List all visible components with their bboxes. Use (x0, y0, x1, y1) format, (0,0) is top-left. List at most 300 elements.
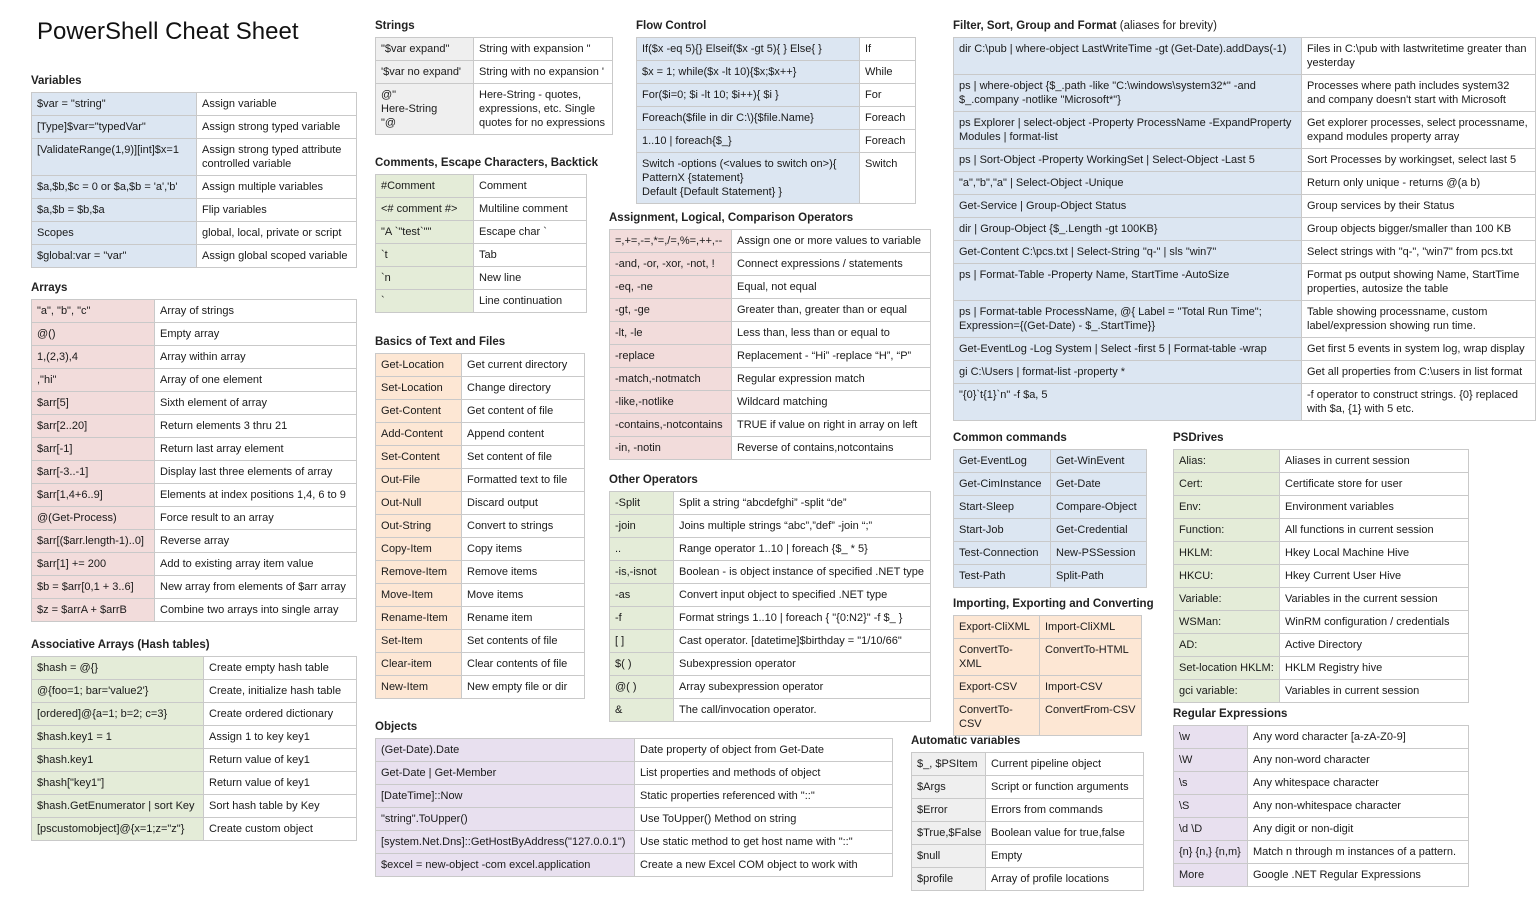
table-row (610, 630, 931, 653)
table-row (376, 267, 587, 290)
section-title: Associative Arrays (Hash tables) (31, 639, 210, 651)
command-cell: Test-Path (954, 565, 1051, 588)
section-objects (375, 721, 893, 877)
section-importing-exporting (953, 598, 1154, 736)
table-row (1174, 588, 1469, 611)
table-row (32, 507, 357, 530)
description-cell: Array within array (155, 346, 357, 369)
table-row (32, 484, 357, 507)
description-cell: WinRM configuration / credentials (1280, 611, 1469, 634)
description-cell: Group services by their Status (1302, 195, 1536, 218)
section-title: Automatic variables (911, 735, 1021, 747)
description-cell: Wildcard matching (732, 391, 931, 414)
table-row (32, 818, 357, 841)
description-cell: Range operator 1..10 | foreach {$_ * 5} (674, 538, 931, 561)
section-title: Flow Control (636, 20, 707, 32)
description-cell: Elements at index positions 1,4, 6 to 9 (155, 484, 357, 507)
table-row (376, 785, 893, 808)
table-row (610, 299, 931, 322)
description-cell: Array of profile locations (986, 868, 1144, 891)
description-cell: Return last array element (155, 438, 357, 461)
command-cell: Move-Item (376, 584, 462, 607)
table-row (954, 699, 1142, 736)
table-row (610, 368, 931, 391)
page-title: PowerShell Cheat Sheet (37, 18, 299, 45)
description-cell: Assign global scoped variable (197, 245, 357, 268)
table-row (610, 699, 931, 722)
table-row (1174, 565, 1469, 588)
table-row (32, 703, 357, 726)
table-row (1174, 657, 1469, 680)
table-row (1174, 772, 1469, 795)
description-cell: Any word character [a-zA-Z0-9] (1248, 726, 1469, 749)
table-row (610, 322, 931, 345)
command-cell: @(Get-Process) (32, 507, 155, 530)
section-title: Variables (31, 75, 82, 87)
command-cell: $Args (912, 776, 986, 799)
command-cell: <# comment #> (376, 198, 474, 221)
description-cell: If (860, 38, 916, 61)
section-title: Other Operators (609, 474, 698, 486)
table-row (610, 515, 931, 538)
command-cell: -eq, -ne (610, 276, 732, 299)
command-cell: "string".ToUpper() (376, 808, 635, 831)
description-cell: String with expansion " (474, 38, 613, 61)
command-cell: $global:var = "var" (32, 245, 197, 268)
table-row (376, 377, 585, 400)
command-cell: $arr[($arr.length-1)..0] (32, 530, 155, 553)
table-row (610, 561, 931, 584)
description-cell: Format strings 1..10 | foreach { "{0:N2}" -f $_ } (674, 607, 931, 630)
table-row (912, 753, 1144, 776)
command-cell: $hash.key1 = 1 (32, 726, 204, 749)
command-cell: $hash.GetEnumerator | sort Key (32, 795, 204, 818)
table-row (32, 599, 357, 622)
command-cell: "a","b","a" | Select-Object -Unique (954, 172, 1302, 195)
command-cell: \S (1174, 795, 1248, 818)
table-row (610, 230, 931, 253)
command-cell: Cert: (1174, 473, 1280, 496)
table-row (376, 831, 893, 854)
description-cell: Switch (860, 153, 916, 204)
command-cell: $_, $PSItem (912, 753, 986, 776)
description-cell: Aliases in current session (1280, 450, 1469, 473)
command-cell: $a,$b = $b,$a (32, 199, 197, 222)
table-row (1174, 841, 1469, 864)
description-cell: Return only unique - returns @(a b) (1302, 172, 1536, 195)
table-row (376, 739, 893, 762)
table-row (637, 61, 916, 84)
table-row (912, 776, 1144, 799)
description-cell: Greater than, greater than or equal (732, 299, 931, 322)
description-cell: Comment (474, 175, 587, 198)
description-cell: Assign variable (197, 93, 357, 116)
command-cell: ,"hi" (32, 369, 155, 392)
table-row (376, 630, 585, 653)
description-cell: -f operator to construct strings. {0} replaced with $a, {1} with 5 etc. (1302, 384, 1536, 421)
command-cell: Set-Item (376, 630, 462, 653)
command-cell: Export-CliXML (954, 616, 1040, 639)
table-row (954, 450, 1147, 473)
description-cell: Split a string “abcdefghi” -split “de” (674, 492, 931, 515)
command-cell: $a,$b,$c = 0 or $a,$b = 'a','b' (32, 176, 197, 199)
table-row (1174, 680, 1469, 703)
description-cell: Array of one element (155, 369, 357, 392)
description-cell: Set content of file (462, 446, 585, 469)
command-cell: ps | Format-Table -Property Name, StartTime -AutoSize (954, 264, 1302, 301)
description-cell: Move items (462, 584, 585, 607)
command-cell: [system.Net.Dns]::GetHostByAddress("127.0.0.1") (376, 831, 635, 854)
table-row (610, 345, 931, 368)
table-row (1174, 611, 1469, 634)
command-cell: Set-Content (376, 446, 462, 469)
description-cell: Errors from commands (986, 799, 1144, 822)
command-cell: Function: (1174, 519, 1280, 542)
command-cell: $Error (912, 799, 986, 822)
section-title-text: Filter, Sort, Group and Format (953, 20, 1117, 32)
description-cell: Import-CliXML (1040, 616, 1142, 639)
command-cell: $arr[-3..-1] (32, 461, 155, 484)
command-cell: -and, -or, -xor, -not, ! (610, 253, 732, 276)
table-row (376, 446, 585, 469)
command-cell: Out-Null (376, 492, 462, 515)
table-row (32, 415, 357, 438)
table-row (610, 492, 931, 515)
command-cell: gi C:\Users | format-list -property * (954, 361, 1302, 384)
table-row (954, 195, 1536, 218)
section-filter-sort-group-format (953, 20, 1536, 421)
command-cell: -as (610, 584, 674, 607)
table-row (637, 38, 916, 61)
description-cell: Change directory (462, 377, 585, 400)
description-cell: Tab (474, 244, 587, 267)
table-row (637, 84, 916, 107)
description-cell: Assign one or more values to variable (732, 230, 931, 253)
description-cell: Get current directory (462, 354, 585, 377)
description-cell: Certificate store for user (1280, 473, 1469, 496)
description-cell: ConvertTo-HTML (1040, 639, 1142, 676)
table-row (610, 538, 931, 561)
command-cell: ps | Format-table ProcessName, @{ Label = "Total Run Time"; Expression={(Get-Date) - $_.StartTime}} (954, 301, 1302, 338)
command-cell: dir | Group-Object {$_.Length -gt 100KB} (954, 218, 1302, 241)
section-regular-expressions (1173, 708, 1469, 887)
command-cell: [ ] (610, 630, 674, 653)
description-cell: HKLM Registry hive (1280, 657, 1469, 680)
description-cell: Foreach (860, 107, 916, 130)
command-cell: @( ) (610, 676, 674, 699)
command-cell: Start-Job (954, 519, 1051, 542)
command-cell: Get-EventLog (954, 450, 1051, 473)
table-row (32, 553, 357, 576)
command-cell: Scopes (32, 222, 197, 245)
section-strings (375, 20, 613, 135)
table-row (954, 565, 1147, 588)
section-title: Importing, Exporting and Converting (953, 598, 1154, 610)
command-cell: Test-Connection (954, 542, 1051, 565)
command-cell: ps | Sort-Object -Property WorkingSet | Select-Object -Last 5 (954, 149, 1302, 172)
command-cell: [ordered]@{a=1; b=2; c=3} (32, 703, 204, 726)
description-cell: Get-WinEvent (1051, 450, 1147, 473)
table-row (610, 391, 931, 414)
command-cell: ` (376, 290, 474, 313)
table-row (1174, 496, 1469, 519)
command-cell: `t (376, 244, 474, 267)
command-cell: & (610, 699, 674, 722)
table-row (954, 172, 1536, 195)
command-cell: ConvertTo-CSV (954, 699, 1040, 736)
description-cell: Files in C:\pub with lastwritetime greater than yesterday (1302, 38, 1536, 75)
table-row (610, 584, 931, 607)
table-row (1174, 542, 1469, 565)
command-cell: (Get-Date).Date (376, 739, 635, 762)
section-title: Basics of Text and Files (375, 336, 506, 348)
description-cell: Rename item (462, 607, 585, 630)
section-common-commands (953, 432, 1147, 588)
command-cell: dir C:\pub | where-object LastWriteTime -gt (Get-Date).addDays(-1) (954, 38, 1302, 75)
command-cell: Add-Content (376, 423, 462, 446)
command-cell: [pscustomobject]@{x=1;z="z"} (32, 818, 204, 841)
table-row (610, 653, 931, 676)
command-cell: Out-String (376, 515, 462, 538)
command-cell: Get-CimInstance (954, 473, 1051, 496)
table-row (954, 639, 1142, 676)
table-row (1174, 726, 1469, 749)
description-cell: Sixth element of array (155, 392, 357, 415)
table-row (1174, 749, 1469, 772)
description-cell: Assign strong typed attribute controlled variable (197, 139, 357, 176)
description-cell: Return value of key1 (204, 772, 357, 795)
table-row (1174, 818, 1469, 841)
command-cell: ps | where-object {$_.path -like "C:\windows\system32*" -and $_.company -notlike "Microsoft*"} (954, 75, 1302, 112)
command-cell: Get-Content C:\pcs.txt | Select-String "q-" | sls "win7" (954, 241, 1302, 264)
table-row (954, 218, 1536, 241)
description-cell: Regular expression match (732, 368, 931, 391)
description-cell: Display last three elements of array (155, 461, 357, 484)
table-row (32, 680, 357, 703)
description-cell: All functions in current session (1280, 519, 1469, 542)
description-cell: Get content of file (462, 400, 585, 423)
table-row (1174, 519, 1469, 542)
table-row (1174, 864, 1469, 887)
command-cell: $arr[5] (32, 392, 155, 415)
command-cell: Set-Location (376, 377, 462, 400)
description-cell: Any non-whitespace character (1248, 795, 1469, 818)
description-cell: Empty array (155, 323, 357, 346)
command-cell: Out-File (376, 469, 462, 492)
command-cell: Export-CSV (954, 676, 1040, 699)
table-row (610, 276, 931, 299)
command-cell: @() (32, 323, 155, 346)
table-row (954, 38, 1536, 75)
description-cell: Split-Path (1051, 565, 1147, 588)
command-cell: '$var no expand' (376, 61, 474, 84)
description-cell: global, local, private or script (197, 222, 357, 245)
table-row (376, 538, 585, 561)
table-row (954, 264, 1536, 301)
command-cell: ps Explorer | select-object -Property ProcessName -ExpandProperty Modules | format-list (954, 112, 1302, 149)
table-row (954, 616, 1142, 639)
description-cell: Subexpression operator (674, 653, 931, 676)
description-cell: Cast operator. [datetime]$birthday = "1/10/66" (674, 630, 931, 653)
description-cell: New empty file or dir (462, 676, 585, 699)
description-cell: Get all properties from C:\users in list format (1302, 361, 1536, 384)
table-row (376, 221, 587, 244)
description-cell: Active Directory (1280, 634, 1469, 657)
command-cell: AD: (1174, 634, 1280, 657)
table-row (954, 542, 1147, 565)
table-row (954, 473, 1147, 496)
description-cell: List properties and methods of object (635, 762, 893, 785)
table-row (32, 369, 357, 392)
section-other-operators (609, 474, 931, 722)
command-cell: Get-EventLog -Log System | Select -first 5 | Format-table -wrap (954, 338, 1302, 361)
table-row (912, 822, 1144, 845)
description-cell: Array subexpression operator (674, 676, 931, 699)
command-cell: $z = $arrA + $arrB (32, 599, 155, 622)
table-row (954, 496, 1147, 519)
command-cell: $arr[1,4+6..9] (32, 484, 155, 507)
table-row (1174, 795, 1469, 818)
description-cell: Here-String - quotes, expressions, etc. Single quotes for no expressions (474, 84, 613, 135)
description-cell: Current pipeline object (986, 753, 1144, 776)
command-cell: $b = $arr[0,1 + 3..6] (32, 576, 155, 599)
table-row (376, 808, 893, 831)
table-row (32, 245, 357, 268)
description-cell: Discard output (462, 492, 585, 515)
description-cell: Variables in current session (1280, 680, 1469, 703)
table-row (954, 301, 1536, 338)
command-cell: gci variable: (1174, 680, 1280, 703)
section-psdrives (1173, 432, 1469, 703)
section-comparison-operators (609, 212, 931, 460)
table-row (637, 153, 916, 204)
table-row (376, 198, 587, 221)
table-row (954, 149, 1536, 172)
command-cell: -lt, -le (610, 322, 732, 345)
section-title: PSDrives (1173, 432, 1224, 444)
command-cell: \s (1174, 772, 1248, 795)
section-automatic-variables (911, 735, 1144, 891)
table-row (954, 241, 1536, 264)
description-cell: Multiline comment (474, 198, 587, 221)
section-hash-tables (31, 639, 357, 841)
command-cell: @{foo=1; bar='value2'} (32, 680, 204, 703)
description-cell: Empty (986, 845, 1144, 868)
description-cell: Set contents of file (462, 630, 585, 653)
description-cell: Any digit or non-digit (1248, 818, 1469, 841)
command-cell: \d \D (1174, 818, 1248, 841)
description-cell: Environment variables (1280, 496, 1469, 519)
command-cell: $True,$False (912, 822, 986, 845)
table-row (32, 749, 357, 772)
command-cell: Get-Location (376, 354, 462, 377)
table-row (376, 61, 613, 84)
description-cell: Date property of object from Get-Date (635, 739, 893, 762)
description-cell: Create ordered dictionary (204, 703, 357, 726)
description-cell: Append content (462, 423, 585, 446)
table-row (1174, 450, 1469, 473)
table-row (32, 323, 357, 346)
command-cell: =,+=,-=,*=,/=,%=,++,-- (610, 230, 732, 253)
table-row (32, 93, 357, 116)
command-cell: $profile (912, 868, 986, 891)
description-cell: Create a new Excel COM object to work with (635, 854, 893, 877)
command-cell: $arr[1] += 200 (32, 553, 155, 576)
command-cell: -contains,-notcontains (610, 414, 732, 437)
command-cell: Get-Content (376, 400, 462, 423)
description-cell: Boolean - is object instance of specified .NET type (674, 561, 931, 584)
command-cell: -like,-notlike (610, 391, 732, 414)
table-row (32, 116, 357, 139)
table-row (376, 653, 585, 676)
section-comments (375, 157, 599, 313)
description-cell: Format ps output showing Name, StartTime properties, autosize the table (1302, 264, 1536, 301)
command-cell: If($x -eq 5){} Elseif($x -gt 5){ } Else{ } (637, 38, 860, 61)
description-cell: TRUE if value on right in array on left (732, 414, 931, 437)
description-cell: Create, initialize hash table (204, 680, 357, 703)
table-row (610, 253, 931, 276)
description-cell: Add to existing array item value (155, 553, 357, 576)
description-cell: Any whitespace character (1248, 772, 1469, 795)
command-cell: $arr[2..20] (32, 415, 155, 438)
table-row (32, 461, 357, 484)
command-cell: -is,-isnot (610, 561, 674, 584)
command-cell: $hash.key1 (32, 749, 204, 772)
table-row (376, 290, 587, 313)
table-row (376, 38, 613, 61)
description-cell: Create empty hash table (204, 657, 357, 680)
section-title: Objects (375, 721, 418, 733)
command-cell: Clear-item (376, 653, 462, 676)
command-cell: "{0}`t{1}`n" -f $a, 5 (954, 384, 1302, 421)
command-cell: $( ) (610, 653, 674, 676)
description-cell: Hkey Local Machine Hive (1280, 542, 1469, 565)
table-row (32, 346, 357, 369)
command-cell: Foreach($file in dir C:\){$file.Name} (637, 107, 860, 130)
command-cell: $null (912, 845, 986, 868)
section-title: Strings (375, 20, 415, 32)
command-cell: "A `"test`"" (376, 221, 474, 244)
table-row (610, 607, 931, 630)
command-cell: Copy-Item (376, 538, 462, 561)
section-arrays (31, 282, 357, 622)
command-cell: \w (1174, 726, 1248, 749)
table-row (954, 676, 1142, 699)
command-cell: Variable: (1174, 588, 1280, 611)
command-cell: $x = 1; while($x -lt 10){$x;$x++} (637, 61, 860, 84)
command-cell: Set-location HKLM: (1174, 657, 1280, 680)
command-cell: More (1174, 864, 1248, 887)
table-row (32, 199, 357, 222)
table-row (376, 584, 585, 607)
table-row (32, 222, 357, 245)
description-cell: New line (474, 267, 587, 290)
table-row (32, 726, 357, 749)
description-cell: Import-CSV (1040, 676, 1142, 699)
description-cell: Assign multiple variables (197, 176, 357, 199)
command-cell: $hash = @{} (32, 657, 204, 680)
command-cell: Rename-Item (376, 607, 462, 630)
command-cell: 1,(2,3),4 (32, 346, 155, 369)
table-row (954, 519, 1147, 542)
section-title: Regular Expressions (1173, 708, 1288, 720)
table-row (32, 176, 357, 199)
description-cell: Assign 1 to key key1 (204, 726, 357, 749)
table-row (954, 361, 1536, 384)
table-row (912, 799, 1144, 822)
table-row (32, 438, 357, 461)
command-cell: @" Here-String "@ (376, 84, 474, 135)
